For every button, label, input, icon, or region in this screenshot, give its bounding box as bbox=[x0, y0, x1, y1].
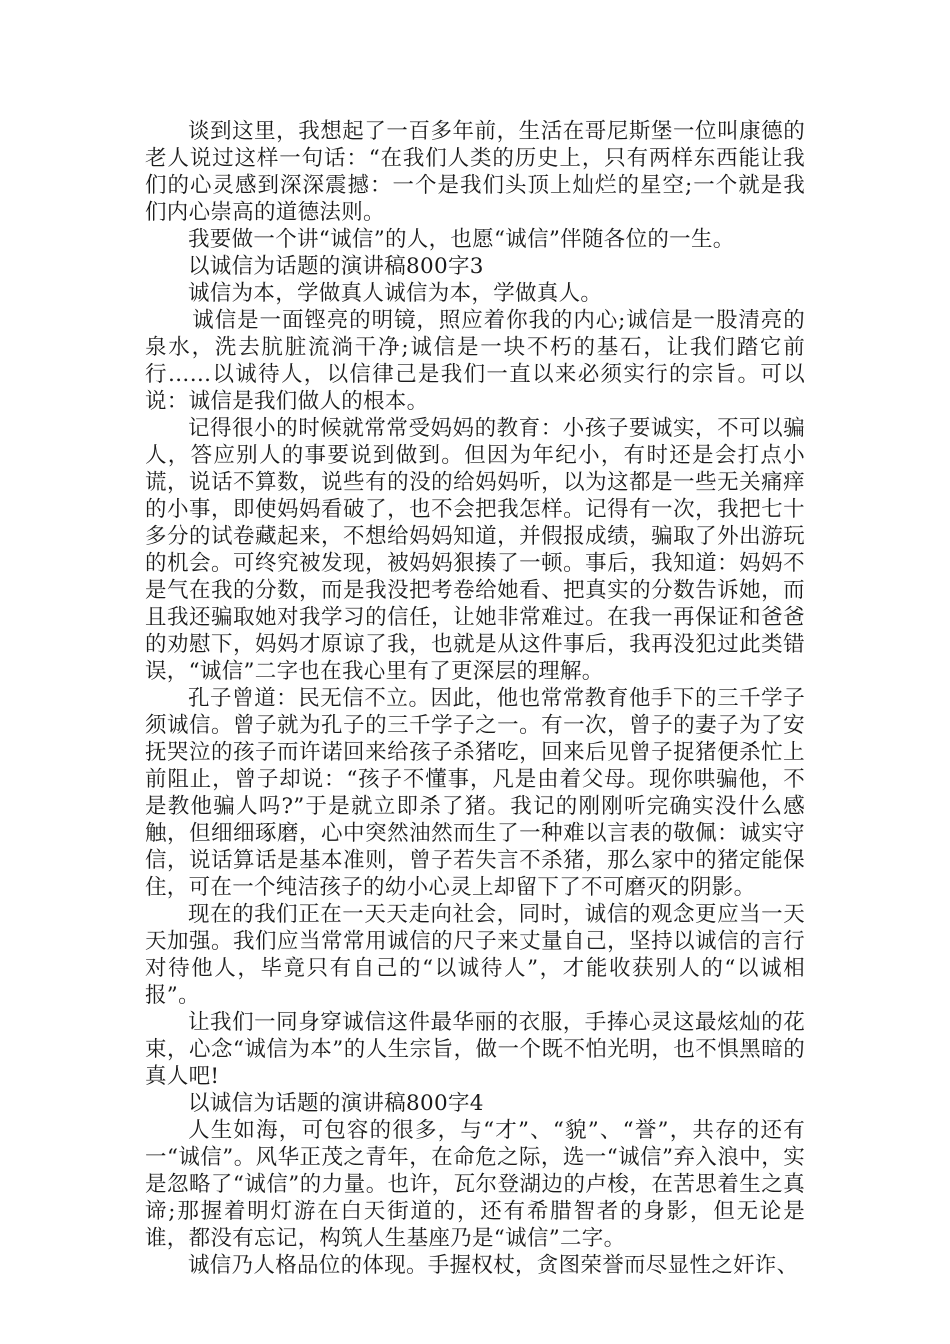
section-heading-4: 以诚信为话题的演讲稿800字4 bbox=[188, 1091, 484, 1116]
paragraph-call-to-action: 让我们一同身穿诚信这件最华丽的衣服，手捧心灵这最炫灿的花束，心念“诚信为本”的人生宗旨，做一个既不怕光明，也不惧黑暗的真人吧! bbox=[145, 1010, 805, 1089]
paragraph-integrity-wish: 我要做一个讲“诚信”的人，也愿“诚信”伴随各位的一生。 bbox=[188, 227, 735, 252]
paragraph-mirror-metaphor: 诚信是一面铿亮的明镜，照应着你我的内心;诚信是一股清亮的泉水，洗去肮脏流淌干净;诚信是一块不朽的基石，让我们踏它前行……以诚待人，以信律己是我们一直以来必须实行的宗旨。可以说：诚信是我们做人的根本。 bbox=[145, 308, 805, 414]
section-subtitle-3: 诚信为本，学做真人诚信为本，学做真人。 bbox=[188, 281, 603, 306]
paragraph-life-as-sea: 人生如海，可包容的很多，与“才”、“貌”、“誉”，共存的还有一“诚信”。风华正茂之青年，在命危之际，选一“诚信”弃入浪中，实是忽略了“诚信”的力量。也许，瓦尔登湖边的卢梭，在苦思着生之真谛;那握着明灯游在白天街道的，还有希腊智者的身影，但无论是谁，都没有忘记，构筑人生基座乃是“诚信”二字。 bbox=[145, 1118, 805, 1251]
paragraph-confucius-story: 孔子曾道：民无信不立。因此，他也常常教育他手下的三千学子须诚信。曾子就为孔子的三千学子之一。有一次，曾子的妻子为了安抚哭泣的孩子而许诺回来给孩子杀猪吃，回来后见曾子捉猪便杀忙上前阻止，曾子却说：“孩子不懂事，凡是由着父母。现你哄骗他，不是教他骗人吗?”于是就立即杀了猪。我记的刚刚听完确实没什么感触，但细细琢磨，心中突然油然而生了一种难以言表的敬佩：诚实守信，说话算话是基本准则，曾子若失言不杀猪，那么家中的猪定能保住，可在一个纯洁孩子的幼小心灵上却留下了不可磨灭的阴影。 bbox=[145, 686, 805, 900]
section-heading-3: 以诚信为话题的演讲稿800字3 bbox=[188, 254, 484, 279]
paragraph-childhood-story: 记得很小的时候就常常受妈妈的教育：小孩子要诚实，不可以骗人，答应别人的事要说到做到。但因为年纪小，有时还是会打点小谎，说话不算数，说些有的没的给妈妈听，以为这都是一些无关痛痒的小事，即使妈妈看破了，也不会把我怎样。记得有一次，我把七十多分的试卷藏起来，不想给妈妈知道，并假报成绩，骗取了外出游玩的机会。可终究被发现，被妈妈狠揍了一顿。事后，我知道：妈妈不是气在我的分数，而是我没把考卷给她看、把真实的分数告诉她，而且我还骗取她对我学习的信任，让她非常难过。在我一再保证和爸爸的劝慰下，妈妈才原谅了我，也就是从这件事后，我再没犯过此类错误，“诚信”二字也在我心里有了更深层的理解。 bbox=[145, 416, 805, 684]
paragraph-society: 现在的我们正在一天天走向社会，同时，诚信的观念更应当一天天加强。我们应当常常用诚信的尺子来丈量自己，坚持以诚信的言行对待他人，毕竟只有自己的“以诚待人”，才能收获别人的“以诚相报”。 bbox=[145, 902, 805, 1008]
paragraph-character: 诚信乃人格品位的体现。手握权杖，贪图荣誉而尽显性之奸诈、 bbox=[188, 1253, 799, 1278]
paragraph-kant-quote: 谈到这里，我想起了一百多年前，生活在哥尼斯堡一位叫康德的老人说过这样一句话：“在我们人类的历史上，只有两样东西能让我们的心灵感到深深震撼：一个是我们头顶上灿烂的星空;一个就是我们内心崇高的道德法则。 bbox=[145, 119, 805, 225]
document-body bbox=[145, 118, 805, 1279]
